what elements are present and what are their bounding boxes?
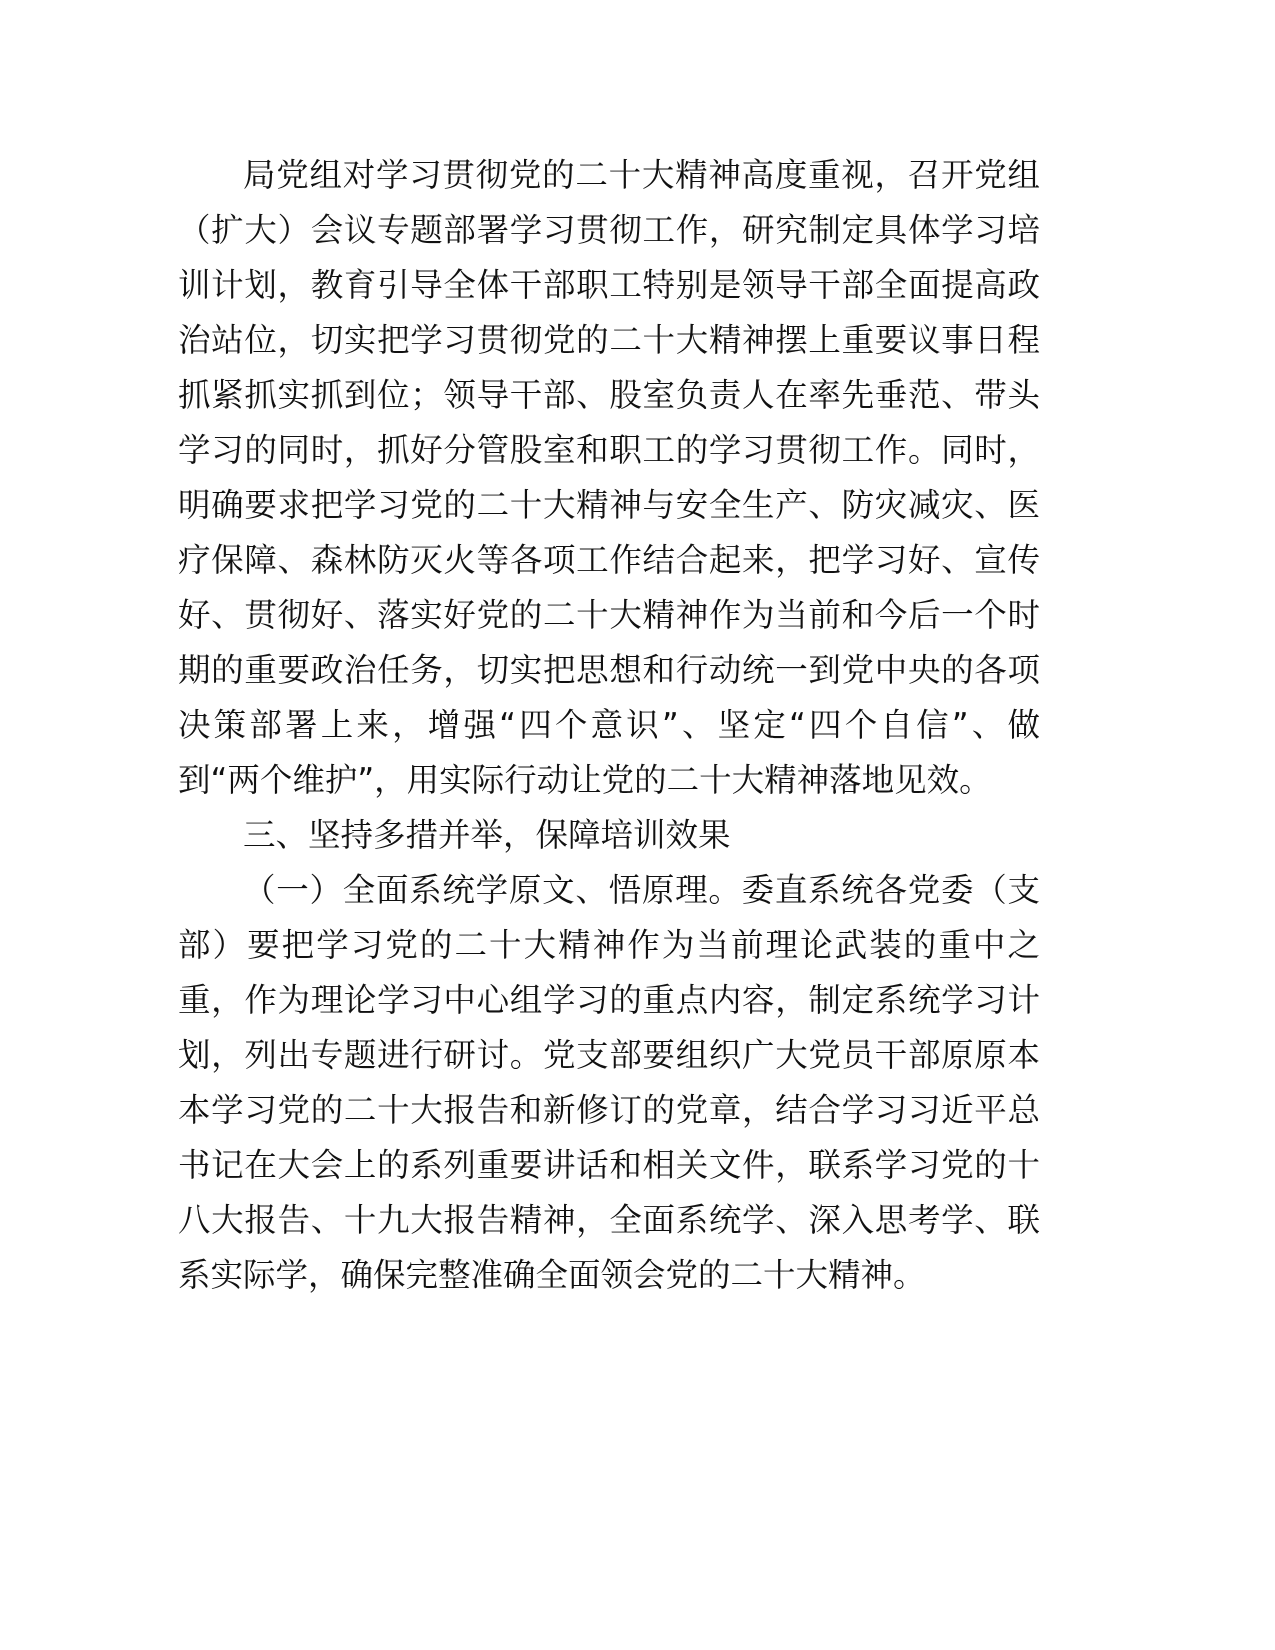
paragraph-party-group-study: 局党组对学习贯彻党的二十大精神高度重视，召开党组（扩大）会议专题部署学习贯彻工作，研究制定具体学习培训计划，教育引导全体干部职工特别是领导干部全面提高政治站位，切实把学习贯彻党的二十大精神摆上重要议事日程抓紧抓实抓到位；领导干部、股室负责人在率先垂范、带头学习的同时，抓好分管股室和职工的学习贯彻工作。同时，明确要求把学习党的二十大精神与安全生产、防灾减灾、医疗保障、森林防灭火等各项工作结合起来，把学习好、宣传好、贯彻好、落实好党的二十大精神作为当前和今后一个时期的重要政治任务，切实把思想和行动统一到党中央的各项决策部署上来，增强“四个意识”、坚定“四个自信”、做到“两个维护”，用实际行动让党的二十大精神落地见效。 [178,156,1040,799]
section-heading-three: 三、坚持多措并举，保障培训效果 [243,816,731,854]
paragraph-systematic-study: （一）全面系统学原文、悟原理。委直系统各党委（支部）要把学习党的二十大精神作为当前理论武装的重中之重，作为理论学习中心组学习的重点内容，制定系统学习计划，列出专题进行研讨。党支部要组织广大党员干部原原本本学习党的二十大报告和新修订的党章，结合学习习近平总书记在大会上的系列重要讲话和相关文件，联系学习党的十八大报告、十九大报告精神，全面系统学、深入思考学、联系实际学，确保完整准确全面领会党的二十大精神。 [178,871,1040,1294]
document-body [178,148,1040,1303]
